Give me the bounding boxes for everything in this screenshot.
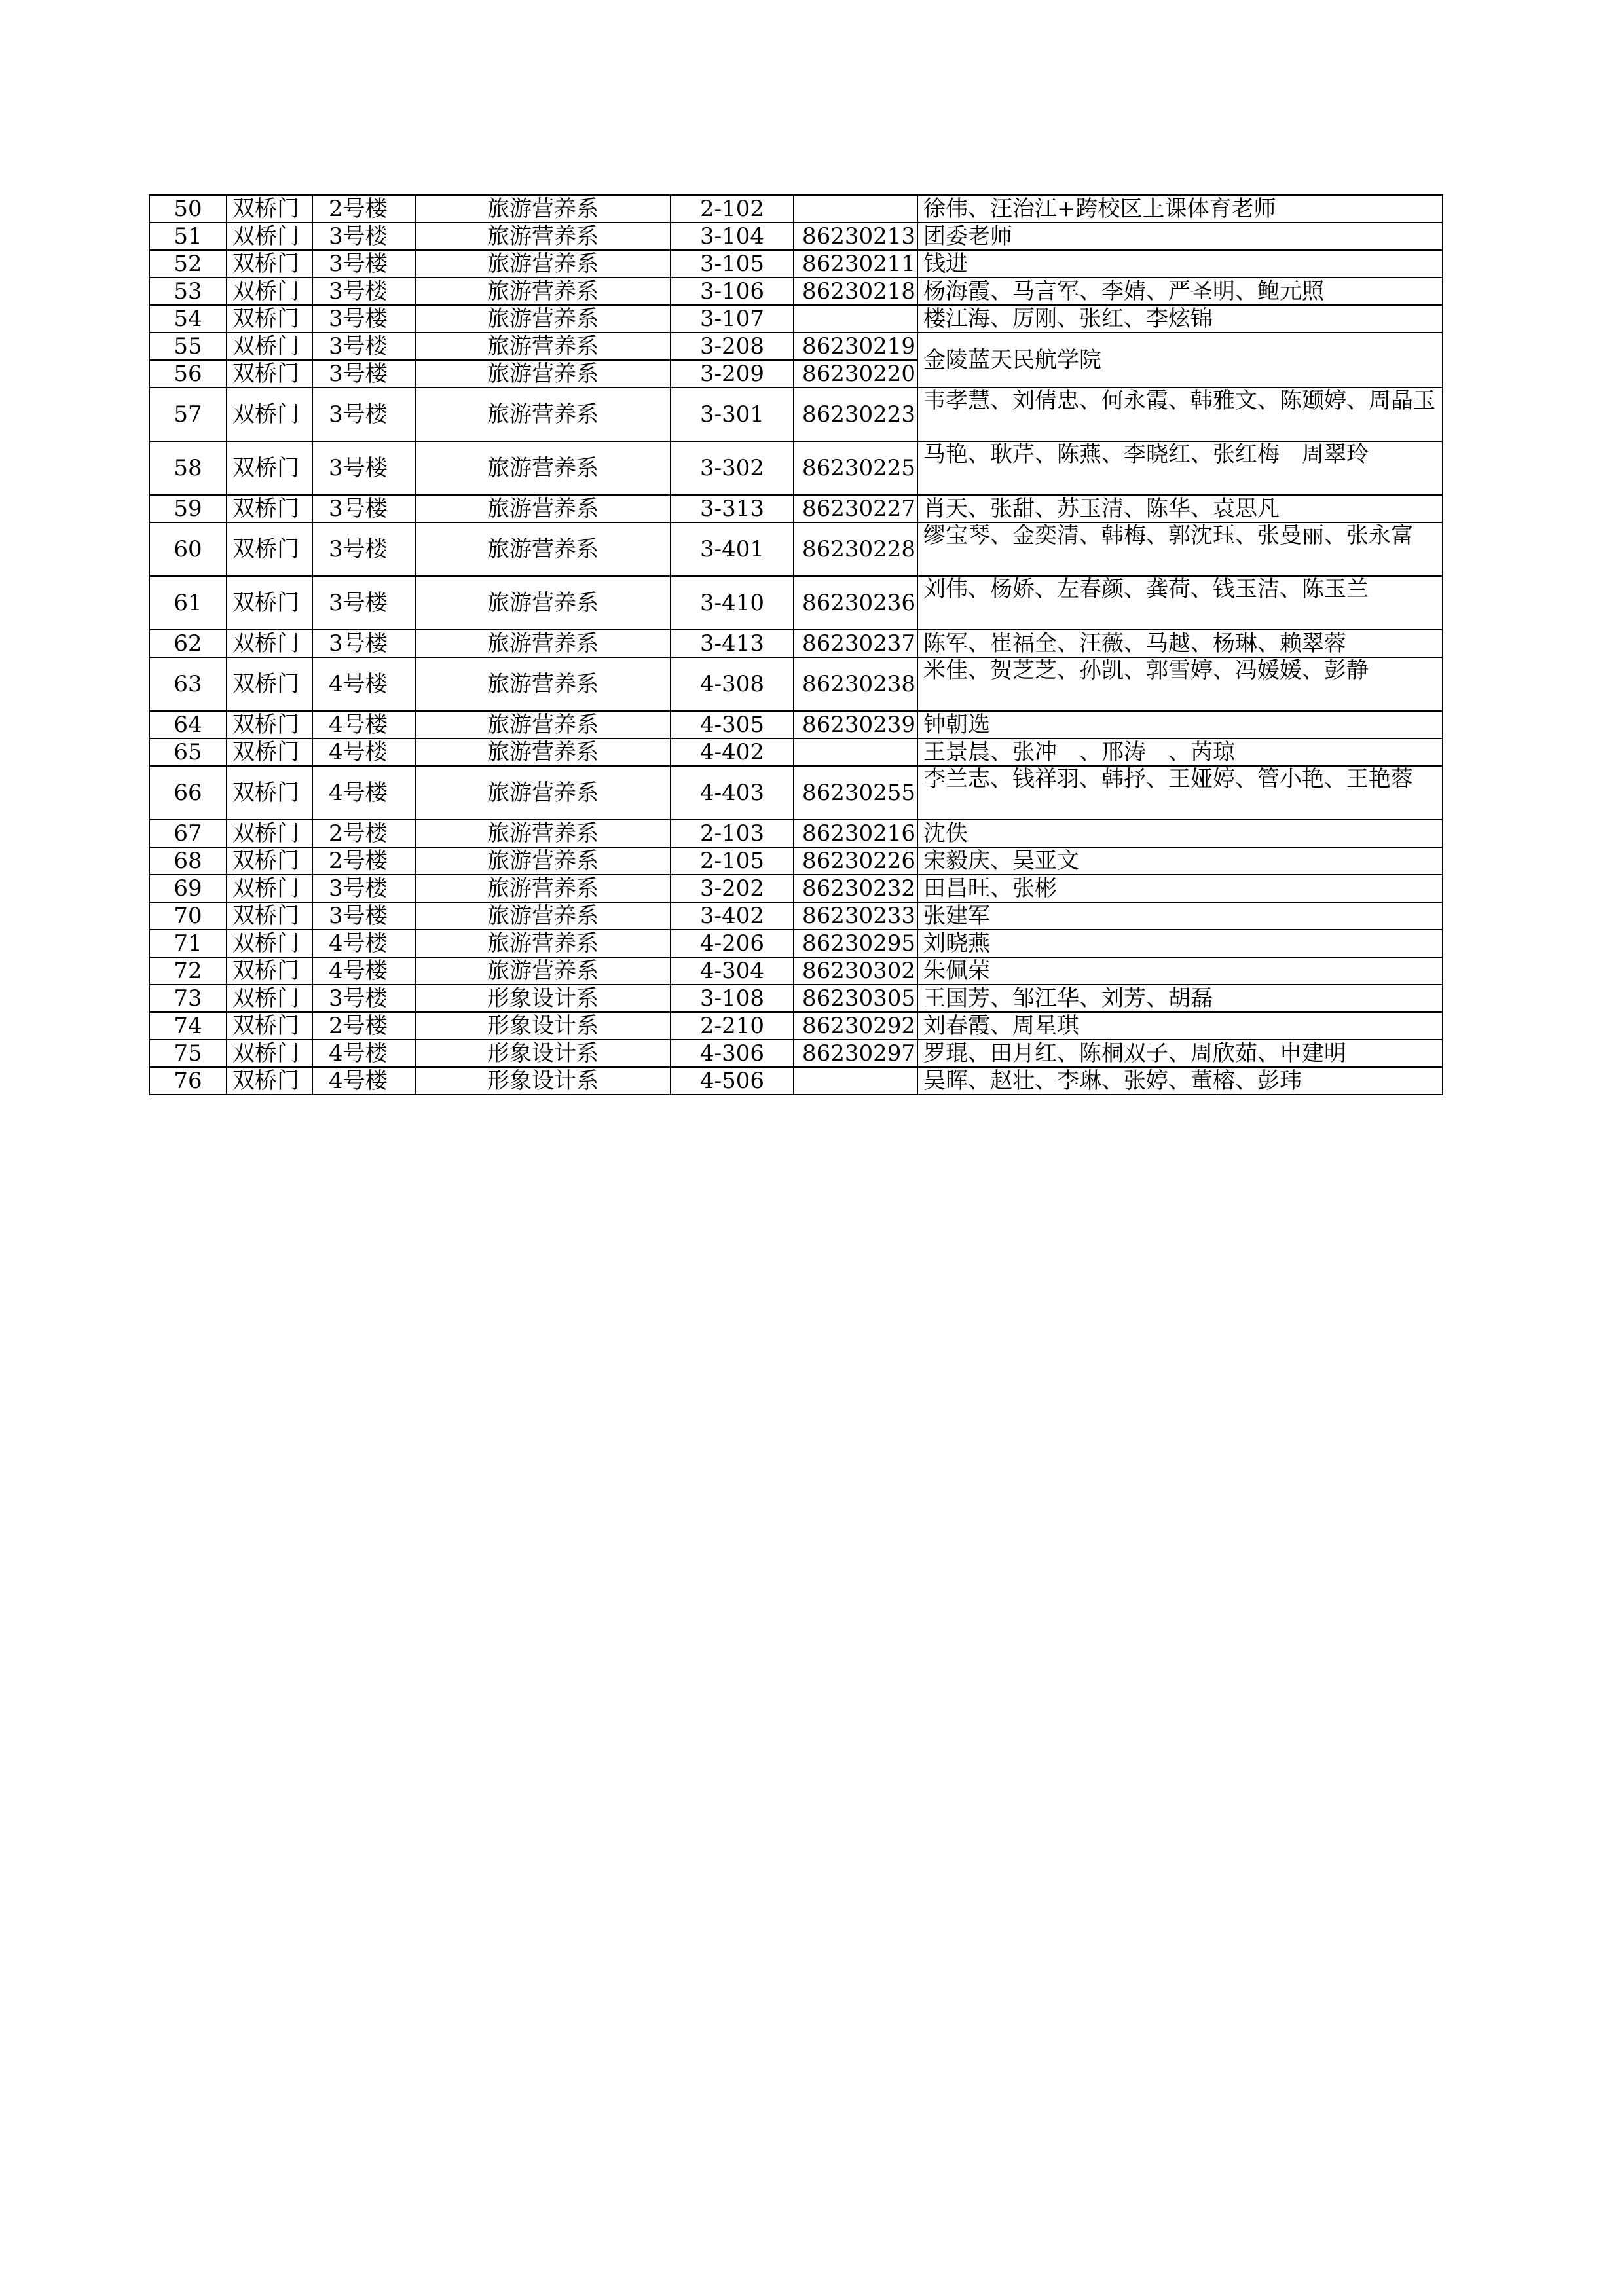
campus-cell: 双桥门 [227,278,312,305]
row-number-cell: 58 [149,441,227,495]
room-cell: 4-304 [671,957,794,985]
occupants-cell: 刘春霞、周星琪 [917,1012,1443,1040]
row-number-cell: 66 [149,766,227,820]
row-number-cell: 76 [149,1067,227,1095]
row-number-cell: 55 [149,333,227,360]
campus-cell: 双桥门 [227,875,312,902]
occupants-cell: 刘晓燕 [917,930,1443,957]
department-cell: 旅游营养系 [415,930,671,957]
campus-cell: 双桥门 [227,985,312,1012]
phone-cell: 86230297 [794,1040,917,1067]
building-cell: 3号楼 [312,388,415,441]
department-cell: 旅游营养系 [415,957,671,985]
campus-cell: 双桥门 [227,522,312,576]
phone-cell [794,195,917,223]
room-cell: 4-305 [671,711,794,738]
occupants-cell: 宋毅庆、吴亚文 [917,847,1443,875]
building-cell: 3号楼 [312,902,415,930]
room-cell: 2-102 [671,195,794,223]
building-cell: 2号楼 [312,1012,415,1040]
department-cell: 旅游营养系 [415,278,671,305]
table-row [149,930,1443,957]
department-cell: 旅游营养系 [415,495,671,522]
table-row [149,388,1443,441]
campus-cell: 双桥门 [227,1012,312,1040]
building-cell: 3号楼 [312,305,415,333]
room-cell: 3-108 [671,985,794,1012]
table-row [149,847,1443,875]
table-row [149,250,1443,278]
building-cell: 2号楼 [312,847,415,875]
occupants-cell: 王国芳、邹江华、刘芳、胡磊 [917,985,1443,1012]
campus-cell: 双桥门 [227,657,312,711]
campus-cell: 双桥门 [227,738,312,766]
room-cell: 3-302 [671,441,794,495]
row-number-cell: 68 [149,847,227,875]
table-row [149,1040,1443,1067]
table-row [149,766,1443,820]
campus-cell: 双桥门 [227,957,312,985]
table-row [149,957,1443,985]
campus-cell: 双桥门 [227,1067,312,1095]
campus-cell: 双桥门 [227,441,312,495]
row-number-cell: 64 [149,711,227,738]
occupants-cell: 金陵蓝天民航学院 [917,333,1443,388]
campus-cell: 双桥门 [227,630,312,657]
building-cell: 4号楼 [312,738,415,766]
table-row [149,305,1443,333]
building-cell: 4号楼 [312,957,415,985]
campus-cell: 双桥门 [227,333,312,360]
occupants-cell: 肖天、张甜、苏玉清、陈华、袁思凡 [917,495,1443,522]
table-row [149,875,1443,902]
occupants-cell: 马艳、耿芹、陈燕、李晓红、张红梅 周翠玲 [917,441,1443,495]
department-cell: 旅游营养系 [415,223,671,250]
occupants-cell: 罗琨、田月红、陈桐双子、周欣茹、申建明 [917,1040,1443,1067]
occupants-cell: 缪宝琴、金奕清、韩梅、郭沈珏、张曼丽、张永富 [917,522,1443,576]
phone-cell [794,1067,917,1095]
occupants-cell: 沈佚 [917,820,1443,847]
building-cell: 4号楼 [312,657,415,711]
building-cell: 3号楼 [312,360,415,388]
building-cell: 3号楼 [312,333,415,360]
row-number-cell: 72 [149,957,227,985]
table-row [149,711,1443,738]
table-row [149,195,1443,223]
department-cell: 形象设计系 [415,1040,671,1067]
row-number-cell: 73 [149,985,227,1012]
building-cell: 3号楼 [312,441,415,495]
department-cell: 旅游营养系 [415,441,671,495]
room-cell: 3-410 [671,576,794,630]
phone-cell: 86230238 [794,657,917,711]
room-cell: 3-209 [671,360,794,388]
department-cell: 旅游营养系 [415,657,671,711]
table-body [149,195,1443,1095]
department-cell: 旅游营养系 [415,711,671,738]
department-cell: 形象设计系 [415,1012,671,1040]
building-cell: 3号楼 [312,495,415,522]
building-cell: 2号楼 [312,195,415,223]
department-cell: 旅游营养系 [415,766,671,820]
phone-cell: 86230225 [794,441,917,495]
row-number-cell: 50 [149,195,227,223]
row-number-cell: 52 [149,250,227,278]
row-number-cell: 71 [149,930,227,957]
campus-cell: 双桥门 [227,902,312,930]
building-cell: 3号楼 [312,985,415,1012]
table-row [149,495,1443,522]
building-cell: 2号楼 [312,820,415,847]
room-cell: 3-104 [671,223,794,250]
table-row [149,576,1443,630]
table-row [149,333,1443,360]
building-cell: 3号楼 [312,875,415,902]
table-row [149,820,1443,847]
phone-cell: 86230218 [794,278,917,305]
room-cell: 2-210 [671,1012,794,1040]
department-cell: 旅游营养系 [415,875,671,902]
phone-cell [794,738,917,766]
row-number-cell: 74 [149,1012,227,1040]
phone-cell: 86230227 [794,495,917,522]
room-cell: 3-107 [671,305,794,333]
department-cell: 旅游营养系 [415,630,671,657]
room-cell: 4-506 [671,1067,794,1095]
campus-cell: 双桥门 [227,1040,312,1067]
table-row [149,223,1443,250]
row-number-cell: 57 [149,388,227,441]
department-cell: 旅游营养系 [415,360,671,388]
building-cell: 4号楼 [312,1040,415,1067]
building-cell: 3号楼 [312,630,415,657]
campus-cell: 双桥门 [227,195,312,223]
row-number-cell: 65 [149,738,227,766]
room-cell: 3-208 [671,333,794,360]
table-row [149,985,1443,1012]
building-cell: 3号楼 [312,278,415,305]
room-cell: 3-401 [671,522,794,576]
row-number-cell: 51 [149,223,227,250]
phone-cell: 86230228 [794,522,917,576]
occupants-cell: 李兰志、钱祥羽、韩抒、王娅婷、管小艳、王艳蓉 [917,766,1443,820]
campus-cell: 双桥门 [227,360,312,388]
phone-cell [794,305,917,333]
department-cell: 旅游营养系 [415,902,671,930]
department-cell: 旅游营养系 [415,388,671,441]
row-number-cell: 62 [149,630,227,657]
occupants-cell: 钟朝选 [917,711,1443,738]
room-cell: 3-413 [671,630,794,657]
room-cell: 3-402 [671,902,794,930]
phone-cell: 86230213 [794,223,917,250]
department-cell: 旅游营养系 [415,333,671,360]
occupants-cell: 吴晖、赵壮、李琳、张婷、董榕、彭玮 [917,1067,1443,1095]
phone-cell: 86230305 [794,985,917,1012]
room-cell: 4-308 [671,657,794,711]
campus-cell: 双桥门 [227,930,312,957]
department-cell: 旅游营养系 [415,195,671,223]
table-row [149,278,1443,305]
table-row [149,1067,1443,1095]
occupants-cell: 陈军、崔福全、汪薇、马越、杨琳、赖翠蓉 [917,630,1443,657]
row-number-cell: 75 [149,1040,227,1067]
building-cell: 4号楼 [312,1067,415,1095]
row-number-cell: 56 [149,360,227,388]
campus-cell: 双桥门 [227,495,312,522]
row-number-cell: 61 [149,576,227,630]
occupants-cell: 米佳、贺芝芝、孙凯、郭雪婷、冯媛媛、彭静 [917,657,1443,711]
department-cell: 旅游营养系 [415,820,671,847]
phone-cell: 86230239 [794,711,917,738]
department-cell: 形象设计系 [415,985,671,1012]
building-cell: 3号楼 [312,576,415,630]
occupants-cell: 张建军 [917,902,1443,930]
campus-cell: 双桥门 [227,250,312,278]
phone-cell: 86230220 [794,360,917,388]
room-cell: 3-301 [671,388,794,441]
phone-cell: 86230295 [794,930,917,957]
phone-cell: 86230236 [794,576,917,630]
phone-cell: 86230226 [794,847,917,875]
room-cell: 3-202 [671,875,794,902]
table-row [149,522,1443,576]
campus-cell: 双桥门 [227,711,312,738]
building-cell: 4号楼 [312,766,415,820]
phone-cell: 86230233 [794,902,917,930]
occupants-cell: 团委老师 [917,223,1443,250]
campus-cell: 双桥门 [227,388,312,441]
occupants-cell: 刘伟、杨娇、左春颜、龚荷、钱玉洁、陈玉兰 [917,576,1443,630]
phone-cell: 86230223 [794,388,917,441]
phone-cell: 86230219 [794,333,917,360]
row-number-cell: 69 [149,875,227,902]
row-number-cell: 67 [149,820,227,847]
table-row [149,1012,1443,1040]
table-row [149,441,1443,495]
table-row [149,657,1443,711]
phone-cell: 86230302 [794,957,917,985]
building-cell: 3号楼 [312,250,415,278]
row-number-cell: 60 [149,522,227,576]
department-cell: 旅游营养系 [415,250,671,278]
phone-cell: 86230255 [794,766,917,820]
campus-cell: 双桥门 [227,820,312,847]
phone-cell: 86230216 [794,820,917,847]
building-cell: 3号楼 [312,522,415,576]
office-phone-table [149,194,1443,1095]
row-number-cell: 70 [149,902,227,930]
room-cell: 3-105 [671,250,794,278]
room-cell: 4-306 [671,1040,794,1067]
campus-cell: 双桥门 [227,223,312,250]
occupants-cell: 徐伟、汪治江+跨校区上课体育老师 [917,195,1443,223]
occupants-cell: 钱进 [917,250,1443,278]
campus-cell: 双桥门 [227,576,312,630]
campus-cell: 双桥门 [227,305,312,333]
room-cell: 2-105 [671,847,794,875]
phone-cell: 86230237 [794,630,917,657]
campus-cell: 双桥门 [227,847,312,875]
department-cell: 旅游营养系 [415,576,671,630]
department-cell: 旅游营养系 [415,522,671,576]
occupants-cell: 田昌旺、张彬 [917,875,1443,902]
phone-cell: 86230232 [794,875,917,902]
phone-cell: 86230292 [794,1012,917,1040]
room-cell: 4-402 [671,738,794,766]
building-cell: 4号楼 [312,930,415,957]
table-row [149,738,1443,766]
department-cell: 旅游营养系 [415,847,671,875]
room-cell: 3-106 [671,278,794,305]
room-cell: 4-403 [671,766,794,820]
department-cell: 旅游营养系 [415,305,671,333]
row-number-cell: 63 [149,657,227,711]
room-cell: 2-103 [671,820,794,847]
department-cell: 形象设计系 [415,1067,671,1095]
building-cell: 3号楼 [312,223,415,250]
room-cell: 3-313 [671,495,794,522]
occupants-cell: 朱佩荣 [917,957,1443,985]
row-number-cell: 59 [149,495,227,522]
row-number-cell: 54 [149,305,227,333]
building-cell: 4号楼 [312,711,415,738]
campus-cell: 双桥门 [227,766,312,820]
occupants-cell: 杨海霞、马言军、李婧、严圣明、鲍元照 [917,278,1443,305]
table-row [149,630,1443,657]
phone-cell: 86230211 [794,250,917,278]
occupants-cell: 楼江海、厉刚、张红、李炫锦 [917,305,1443,333]
department-cell: 旅游营养系 [415,738,671,766]
occupants-cell: 韦孝慧、刘倩忠、何永霞、韩雅文、陈颋婷、周晶玉 [917,388,1443,441]
table-row [149,902,1443,930]
row-number-cell: 53 [149,278,227,305]
occupants-cell: 王景晨、张冲 、邢涛 、芮琼 [917,738,1443,766]
room-cell: 4-206 [671,930,794,957]
